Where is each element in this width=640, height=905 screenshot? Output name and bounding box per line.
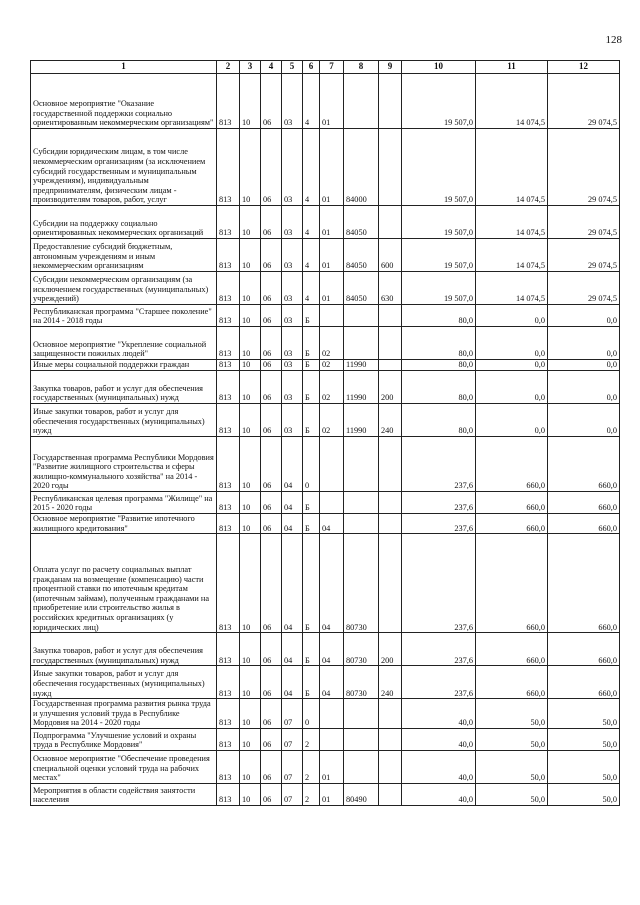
code-cell: 03: [282, 404, 303, 437]
column-header: 4: [261, 61, 282, 74]
code-cell: 813: [217, 437, 240, 492]
code-cell: [344, 74, 379, 129]
code-cell: [379, 699, 402, 729]
code-cell: 813: [217, 74, 240, 129]
code-cell: 10: [240, 404, 261, 437]
code-cell: [379, 360, 402, 371]
amount-cell: 0,0: [548, 327, 620, 360]
code-cell: 630: [379, 272, 402, 305]
item-name: Государственная программа Республики Мордовия "Развитие жилищного строительства и сферы жилищно-коммунального хозяйства" на 2014 - 2020 годы: [31, 437, 217, 492]
code-cell: 06: [261, 633, 282, 666]
code-cell: 10: [240, 272, 261, 305]
amount-cell: 660,0: [548, 534, 620, 633]
code-cell: [344, 305, 379, 327]
amount-cell: 14 074,5: [476, 129, 548, 206]
code-cell: [379, 514, 402, 534]
code-cell: 04: [282, 437, 303, 492]
item-name: Основное мероприятие "Развитие ипотечного жилищного кредитования": [31, 514, 217, 534]
code-cell: 200: [379, 633, 402, 666]
item-name: Оплата услуг по расчету социальных выплат гражданам на возмещение (компенсацию) части процентной ставки по ипотечным кредитам (ипотечным займам), полученным гражданами на приобретение или строительство жилья в российских кредитных организациях (у юридических лиц): [31, 534, 217, 633]
code-cell: 01: [320, 783, 344, 805]
amount-cell: 0,0: [476, 404, 548, 437]
code-cell: 813: [217, 699, 240, 729]
item-name: Субсидии юридическим лицам, в том числе некоммерческим организациям (за исключением субсидий государственным и муниципальным учреждениям), индивидуальным предпринимателям, физическим лицам - производителям товаров, работ, услуг: [31, 129, 217, 206]
code-cell: 84050: [344, 239, 379, 272]
code-cell: [379, 327, 402, 360]
amount-cell: 19 507,0: [402, 206, 476, 239]
table-row: [31, 750, 620, 783]
code-cell: Б: [303, 371, 320, 404]
code-cell: 04: [282, 633, 303, 666]
amount-cell: 0,0: [476, 371, 548, 404]
code-cell: 11990: [344, 360, 379, 371]
amount-cell: 14 074,5: [476, 74, 548, 129]
code-cell: 07: [282, 783, 303, 805]
code-cell: 06: [261, 699, 282, 729]
code-cell: [379, 492, 402, 514]
code-cell: 813: [217, 492, 240, 514]
amount-cell: 40,0: [402, 783, 476, 805]
amount-cell: 40,0: [402, 750, 476, 783]
column-header: 7: [320, 61, 344, 74]
code-cell: 4: [303, 272, 320, 305]
budget-table: [30, 60, 620, 806]
amount-cell: 660,0: [548, 492, 620, 514]
code-cell: [379, 129, 402, 206]
table-row: [31, 360, 620, 371]
code-cell: 03: [282, 371, 303, 404]
amount-cell: 0,0: [548, 360, 620, 371]
code-cell: 0: [303, 437, 320, 492]
code-cell: 03: [282, 327, 303, 360]
code-cell: Б: [303, 327, 320, 360]
code-cell: 10: [240, 750, 261, 783]
code-cell: 84050: [344, 272, 379, 305]
code-cell: 06: [261, 272, 282, 305]
code-cell: 01: [320, 272, 344, 305]
code-cell: [344, 327, 379, 360]
code-cell: 80730: [344, 633, 379, 666]
code-cell: 813: [217, 404, 240, 437]
table-row: [31, 206, 620, 239]
code-cell: 06: [261, 360, 282, 371]
code-cell: 4: [303, 239, 320, 272]
amount-cell: 0,0: [548, 404, 620, 437]
code-cell: 07: [282, 728, 303, 750]
amount-cell: 19 507,0: [402, 74, 476, 129]
amount-cell: 19 507,0: [402, 272, 476, 305]
table-row: [31, 404, 620, 437]
amount-cell: 80,0: [402, 360, 476, 371]
code-cell: 2: [303, 728, 320, 750]
amount-cell: 237,6: [402, 492, 476, 514]
amount-cell: 660,0: [476, 492, 548, 514]
column-header: 1: [31, 61, 217, 74]
column-header: 2: [217, 61, 240, 74]
amount-cell: 237,6: [402, 633, 476, 666]
code-cell: 813: [217, 783, 240, 805]
code-cell: 06: [261, 239, 282, 272]
code-cell: 10: [240, 534, 261, 633]
code-cell: 06: [261, 514, 282, 534]
column-header: 6: [303, 61, 320, 74]
amount-cell: 40,0: [402, 728, 476, 750]
code-cell: 10: [240, 666, 261, 699]
amount-cell: 29 074,5: [548, 129, 620, 206]
column-header: 10: [402, 61, 476, 74]
code-cell: [379, 305, 402, 327]
code-cell: 4: [303, 206, 320, 239]
code-cell: Б: [303, 305, 320, 327]
item-name: Основное мероприятие "Укрепление социальной защищенности пожилых людей": [31, 327, 217, 360]
code-cell: 2: [303, 783, 320, 805]
table-row: [31, 74, 620, 129]
code-cell: [379, 74, 402, 129]
code-cell: 06: [261, 666, 282, 699]
amount-cell: 50,0: [476, 699, 548, 729]
table-row: [31, 327, 620, 360]
amount-cell: 237,6: [402, 437, 476, 492]
code-cell: 01: [320, 129, 344, 206]
code-cell: 10: [240, 492, 261, 514]
amount-cell: 0,0: [476, 327, 548, 360]
code-cell: 01: [320, 750, 344, 783]
amount-cell: 660,0: [476, 437, 548, 492]
table-row: [31, 492, 620, 514]
table-row: [31, 783, 620, 805]
item-name: Республиканская целевая программа "Жилище" на 2015 - 2020 годы: [31, 492, 217, 514]
amount-cell: 14 074,5: [476, 272, 548, 305]
item-name: Субсидии некоммерческим организациям (за исключением государственных (муниципальных) учреждений): [31, 272, 217, 305]
code-cell: [344, 437, 379, 492]
code-cell: 02: [320, 360, 344, 371]
code-cell: 4: [303, 129, 320, 206]
column-header: 11: [476, 61, 548, 74]
code-cell: [320, 437, 344, 492]
code-cell: 0: [303, 699, 320, 729]
amount-cell: 237,6: [402, 514, 476, 534]
code-cell: 813: [217, 750, 240, 783]
table-row: [31, 371, 620, 404]
amount-cell: 19 507,0: [402, 239, 476, 272]
amount-cell: 0,0: [548, 305, 620, 327]
code-cell: 10: [240, 74, 261, 129]
code-cell: 07: [282, 750, 303, 783]
code-cell: [344, 750, 379, 783]
item-name: Мероприятия в области содействия занятости населения: [31, 783, 217, 805]
amount-cell: 237,6: [402, 534, 476, 633]
amount-cell: 29 074,5: [548, 239, 620, 272]
item-name: Республиканская программа "Старшее поколение" на 2014 - 2018 годы: [31, 305, 217, 327]
table-row: [31, 666, 620, 699]
table-row: [31, 305, 620, 327]
column-header: 12: [548, 61, 620, 74]
code-cell: 10: [240, 206, 261, 239]
code-cell: 06: [261, 327, 282, 360]
code-cell: 10: [240, 371, 261, 404]
code-cell: 06: [261, 492, 282, 514]
code-cell: 11990: [344, 404, 379, 437]
code-cell: Б: [303, 514, 320, 534]
code-cell: 06: [261, 728, 282, 750]
table-row: [31, 534, 620, 633]
code-cell: 02: [320, 327, 344, 360]
code-cell: 06: [261, 206, 282, 239]
code-cell: [379, 437, 402, 492]
code-cell: [379, 728, 402, 750]
code-cell: 813: [217, 728, 240, 750]
item-name: Предоставление субсидий бюджетным, автономным учреждениям и иным некоммерческим организациям: [31, 239, 217, 272]
code-cell: 813: [217, 206, 240, 239]
amount-cell: 660,0: [548, 666, 620, 699]
column-header: 5: [282, 61, 303, 74]
code-cell: 813: [217, 327, 240, 360]
amount-cell: 50,0: [476, 783, 548, 805]
amount-cell: 14 074,5: [476, 206, 548, 239]
code-cell: 80490: [344, 783, 379, 805]
amount-cell: 0,0: [548, 371, 620, 404]
column-header: 8: [344, 61, 379, 74]
code-cell: 10: [240, 305, 261, 327]
amount-cell: 660,0: [548, 514, 620, 534]
code-cell: 06: [261, 305, 282, 327]
code-cell: [320, 699, 344, 729]
code-cell: 02: [320, 371, 344, 404]
code-cell: 03: [282, 74, 303, 129]
amount-cell: 40,0: [402, 699, 476, 729]
code-cell: 06: [261, 534, 282, 633]
item-name: Закупка товаров, работ и услуг для обеспечения государственных (муниципальных) нужд: [31, 371, 217, 404]
table-row: [31, 437, 620, 492]
code-cell: 240: [379, 404, 402, 437]
code-cell: [379, 206, 402, 239]
code-cell: [344, 492, 379, 514]
code-cell: 84050: [344, 206, 379, 239]
code-cell: 06: [261, 74, 282, 129]
code-cell: 10: [240, 633, 261, 666]
amount-cell: 80,0: [402, 305, 476, 327]
code-cell: Б: [303, 404, 320, 437]
code-cell: 813: [217, 239, 240, 272]
code-cell: 07: [282, 699, 303, 729]
code-cell: 200: [379, 371, 402, 404]
code-cell: 10: [240, 239, 261, 272]
code-cell: 03: [282, 239, 303, 272]
code-cell: [379, 783, 402, 805]
item-name: Субсидии на поддержку социально ориентированных некоммерческих организаций: [31, 206, 217, 239]
table-row: [31, 239, 620, 272]
code-cell: 06: [261, 129, 282, 206]
item-name: Закупка товаров, работ и услуг для обеспечения государственных (муниципальных) нужд: [31, 633, 217, 666]
code-cell: 813: [217, 633, 240, 666]
item-name: Основное мероприятие "Оказание государственной поддержки социально ориентированным некоммерческим организациям": [31, 74, 217, 129]
table-header-row: [31, 61, 620, 74]
code-cell: 04: [282, 514, 303, 534]
amount-cell: 29 074,5: [548, 206, 620, 239]
code-cell: 04: [320, 514, 344, 534]
code-cell: 80730: [344, 666, 379, 699]
amount-cell: 660,0: [476, 633, 548, 666]
code-cell: 01: [320, 74, 344, 129]
item-name: Иные закупки товаров, работ и услуг для обеспечения государственных (муниципальных) нужд: [31, 404, 217, 437]
code-cell: 600: [379, 239, 402, 272]
code-cell: 06: [261, 750, 282, 783]
amount-cell: 0,0: [476, 360, 548, 371]
code-cell: 04: [282, 492, 303, 514]
code-cell: [344, 699, 379, 729]
amount-cell: 660,0: [476, 514, 548, 534]
code-cell: Б: [303, 534, 320, 633]
code-cell: [320, 728, 344, 750]
amount-cell: 660,0: [548, 633, 620, 666]
code-cell: 06: [261, 371, 282, 404]
table-row: [31, 728, 620, 750]
code-cell: 84000: [344, 129, 379, 206]
code-cell: 03: [282, 129, 303, 206]
amount-cell: 660,0: [548, 437, 620, 492]
amount-cell: 0,0: [476, 305, 548, 327]
amount-cell: 50,0: [548, 699, 620, 729]
code-cell: [320, 492, 344, 514]
code-cell: Б: [303, 360, 320, 371]
code-cell: 10: [240, 514, 261, 534]
amount-cell: 50,0: [548, 750, 620, 783]
code-cell: 06: [261, 437, 282, 492]
code-cell: 4: [303, 74, 320, 129]
code-cell: 80730: [344, 534, 379, 633]
item-name: Государственная программа развития рынка труда и улучшения условий труда в Республике Мордовия на 2014 - 2020 годы: [31, 699, 217, 729]
amount-cell: 237,6: [402, 666, 476, 699]
table-row: [31, 699, 620, 729]
amount-cell: 50,0: [476, 728, 548, 750]
code-cell: 813: [217, 371, 240, 404]
code-cell: [344, 514, 379, 534]
code-cell: [379, 534, 402, 633]
code-cell: 03: [282, 206, 303, 239]
amount-cell: 19 507,0: [402, 129, 476, 206]
amount-cell: 14 074,5: [476, 239, 548, 272]
code-cell: 04: [320, 534, 344, 633]
page-number: 128: [605, 34, 622, 46]
amount-cell: 80,0: [402, 371, 476, 404]
code-cell: 11990: [344, 371, 379, 404]
table-body: [31, 74, 620, 806]
code-cell: 10: [240, 437, 261, 492]
code-cell: Б: [303, 633, 320, 666]
code-cell: 10: [240, 360, 261, 371]
code-cell: [320, 305, 344, 327]
code-cell: 06: [261, 783, 282, 805]
code-cell: [379, 750, 402, 783]
code-cell: 03: [282, 360, 303, 371]
code-cell: 04: [282, 666, 303, 699]
code-cell: 02: [320, 404, 344, 437]
code-cell: 813: [217, 360, 240, 371]
amount-cell: 50,0: [476, 750, 548, 783]
code-cell: 03: [282, 272, 303, 305]
table-row: [31, 272, 620, 305]
code-cell: 01: [320, 206, 344, 239]
code-cell: 813: [217, 666, 240, 699]
code-cell: 10: [240, 327, 261, 360]
code-cell: 01: [320, 239, 344, 272]
code-cell: 240: [379, 666, 402, 699]
amount-cell: 660,0: [476, 666, 548, 699]
amount-cell: 80,0: [402, 327, 476, 360]
amount-cell: 50,0: [548, 783, 620, 805]
item-name: Иные закупки товаров, работ и услуг для обеспечения государственных (муниципальных) нужд: [31, 666, 217, 699]
code-cell: 04: [282, 534, 303, 633]
table-row: [31, 633, 620, 666]
code-cell: 04: [320, 633, 344, 666]
amount-cell: 29 074,5: [548, 272, 620, 305]
code-cell: 04: [320, 666, 344, 699]
code-cell: 10: [240, 728, 261, 750]
code-cell: 06: [261, 404, 282, 437]
code-cell: 813: [217, 514, 240, 534]
item-name: Подпрограмма "Улучшение условий и охраны труда в Республике Мордовия": [31, 728, 217, 750]
column-header: 9: [379, 61, 402, 74]
item-name: Иные меры социальной поддержки граждан: [31, 360, 217, 371]
code-cell: 813: [217, 129, 240, 206]
code-cell: 10: [240, 783, 261, 805]
code-cell: 2: [303, 750, 320, 783]
table-row: [31, 514, 620, 534]
code-cell: 813: [217, 305, 240, 327]
column-header: 3: [240, 61, 261, 74]
amount-cell: 80,0: [402, 404, 476, 437]
amount-cell: 29 074,5: [548, 74, 620, 129]
code-cell: 10: [240, 129, 261, 206]
table-row: [31, 129, 620, 206]
code-cell: 10: [240, 699, 261, 729]
amount-cell: 50,0: [548, 728, 620, 750]
amount-cell: 660,0: [476, 534, 548, 633]
code-cell: 813: [217, 272, 240, 305]
code-cell: [344, 728, 379, 750]
code-cell: Б: [303, 492, 320, 514]
code-cell: 813: [217, 534, 240, 633]
code-cell: 03: [282, 305, 303, 327]
code-cell: Б: [303, 666, 320, 699]
item-name: Основное мероприятие "Обеспечение проведения специальной оценки условий труда на рабочих местах": [31, 750, 217, 783]
